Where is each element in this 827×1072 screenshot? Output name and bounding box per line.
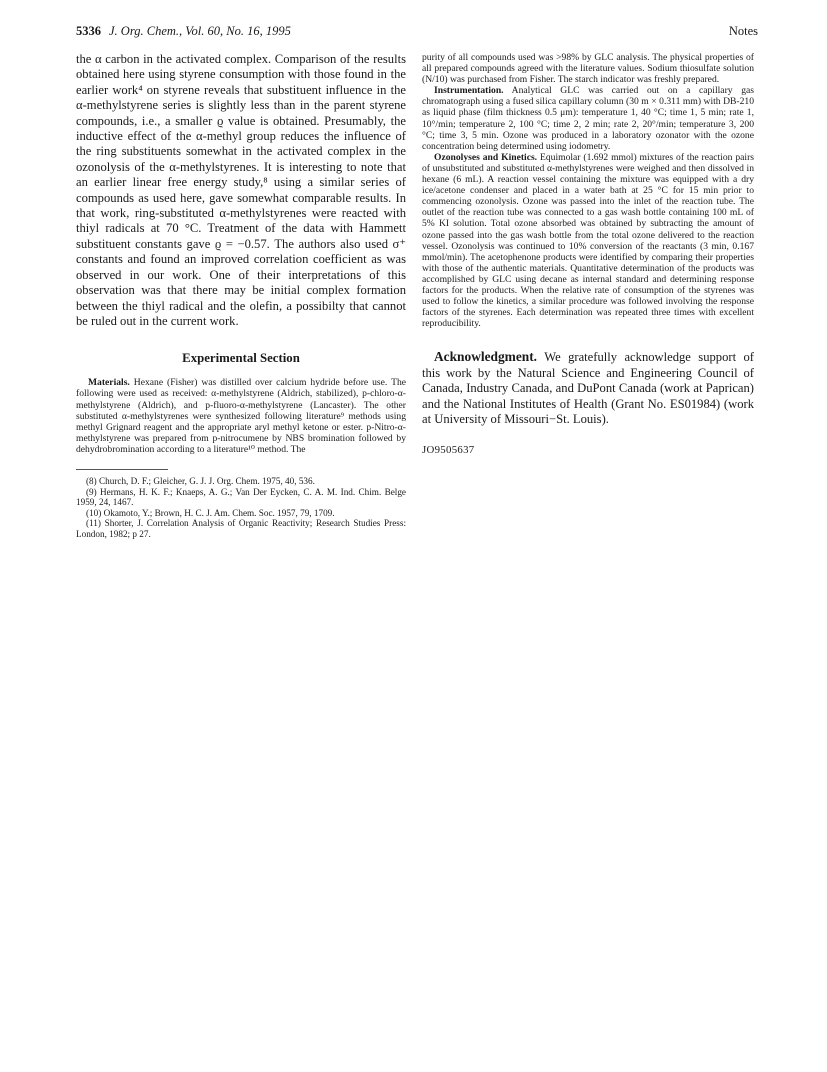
experimental-section-heading: Experimental Section [182, 351, 300, 366]
instrumentation-paragraph [422, 85, 754, 152]
footnote-rule [76, 469, 168, 470]
instrumentation-heading: Instrumentation. [434, 85, 504, 97]
footnote-10: (10) Okamoto, Y.; Brown, H. C. J. Am. Chem. Soc. 1957, 79, 1709. [86, 507, 335, 518]
acknowledgment-text: We gratefully acknowledge support of this work by the Natural Science and Engineering Council of Canada, Industry Canada, and DuPont Canada (work at Paprican) and the National Institutes of Health (Grant No. ES01984) (work at University of Missouri−St. Louis). [422, 350, 754, 426]
acknowledgment-paragraph [422, 349, 754, 427]
materials-continuation: purity of all compounds used was >98% by GLC analysis. The physical properties of all prepared compounds agreed with the literature values. Sodium thiosulfate solution (N/10) was purchased from Fisher. The starch indicator was freshly prepared. [422, 52, 754, 86]
ozonolyses-text: Equimolar (1.692 mmol) mixtures of the reaction pairs of unsubstituted and substituted α-methylstyrenes were weighed and then dissolved in hexane (6 mL). A reaction vessel containing the mixture was equipped with a dry ice/acetone condenser and placed in a water bath at 25 °C for 15 min prior to commencing ozonolysis. Ozone was passed into the inlet of the reaction tube. The outlet of the reaction tube was connected to a gas wash bottle containing 100 mL of 5% KI solution. Total ozone absorbed was obtained by subtracting the amount of ozone passed into the gas wash bottle from the total ozone delivered to the reaction vessel. Ozonolysis was continued to 10% conversion of the reactants (3 min, 0.167 mmol/min). The acetophenone products were identified by comparing their properties with those of the authentic materials. Quantitative determination of the products was accomplished by GLC using decane as internal standard and determining response factors for the products. When the relative rate of consumption of the styrenes was used to follow the kinetics, a similar procedure was followed involving the response factors of the styrenes. Each determination was repeated three times with excellent reproducibility. [422, 151, 754, 330]
footnote-9: (9) Hermans, H. K. F.; Knaeps, A. G.; Van Der Eycken, C. A. M. Ind. Chim. Belge 1959, 24, 1467. [76, 486, 406, 508]
footnote-11: (11) Shorter, J. Correlation Analysis of Organic Reactivity; Research Studies Press: London, 1982; p 27. [76, 518, 406, 539]
page-number: 5336 [76, 24, 101, 38]
ozonolyses-heading: Ozonolyses and Kinetics. [434, 151, 538, 163]
instrumentation-text: Analytical GLC was carried out on a capillary gas chromatograph using a fused silica capillary column (30 m × 0.311 mm) with DB-210 as liquid phase (film thickness 0.5 μm): temperature 1, 40 °C; time 1, 5 min; rate 1, 10°/min; temperature 2, 100 °C; time 2, 2 min; rate 2, 20°/min; temperature 3, 200 °C; time 3, 5 min. Ozone was produced in a laboratory ozonator with the ozone concentration being determined using iodometry. [422, 85, 754, 152]
journal-citation: J. Org. Chem., Vol. 60, No. 16, 1995 [109, 24, 291, 38]
section-label: Notes [728, 24, 758, 38]
materials-heading: Materials. [88, 377, 130, 389]
footnote-8: (8) Church, D. F.; Gleicher, G. J. J. Org. Chem. 1975, 40, 536. [86, 475, 315, 486]
discussion-paragraph: the α carbon in the activated complex. Comparison of the results obtained here using styrene consumption with those found in the earlier work⁴ on styrene reveals that substituent influence in the α-methylstyrene series is slightly less than in the parent styrene compounds, i.e., a smaller ϱ value is obtained. Presumably, the inductive effect of the α-methyl group reduces the influence of the ring substituents somewhat in the activated complex in the ozonolysis of the α-methylstyrenes. It is interesting to note that an earlier linear free energy study,⁸ using a similar series of compounds as used here, gave somewhat comparable results. In that work, ring-substituted α-methylstyrenes were reacted with thiyl radicals at 70 °C. Treatment of the data with Hammett substituent constants gave ϱ = −0.57. The authors also used σ⁺ constants and found an improved correlation coefficient as was observed in our work. One of their interpretations of this observation was that there may be initial complex formation between the thiyl radical and the olefin, a possibilty that cannot be ruled out in the current work. [76, 52, 406, 328]
running-header [76, 24, 758, 42]
ozonolyses-paragraph [422, 152, 754, 330]
article-id: JO9505637 [422, 444, 475, 457]
materials-text: Hexane (Fisher) was distilled over calcium hydride before use. The following were used as received: α-methylstyrene (Aldrich, stabilized), p-chloro-α-methylstyrene (Aldrich), and p-fluoro-α-methylstyrene (Lancaster). The other substituted α-methylstyrenes were synthesized following literature⁹ methods using methyl Grignard reagent and the appropriate aryl methyl ketone or ester. p-Nitro-α-methylstyrene was prepared from p-nitrocumene by NBS bromination followed by dehydrobromination according to a literature¹⁰ method. The [76, 377, 406, 455]
materials-paragraph [76, 377, 406, 455]
right-column [422, 52, 754, 456]
left-column [76, 52, 406, 540]
acknowledgment-heading: Acknowledgment. [434, 349, 538, 365]
header-left [76, 24, 291, 39]
footnotes [76, 476, 406, 540]
